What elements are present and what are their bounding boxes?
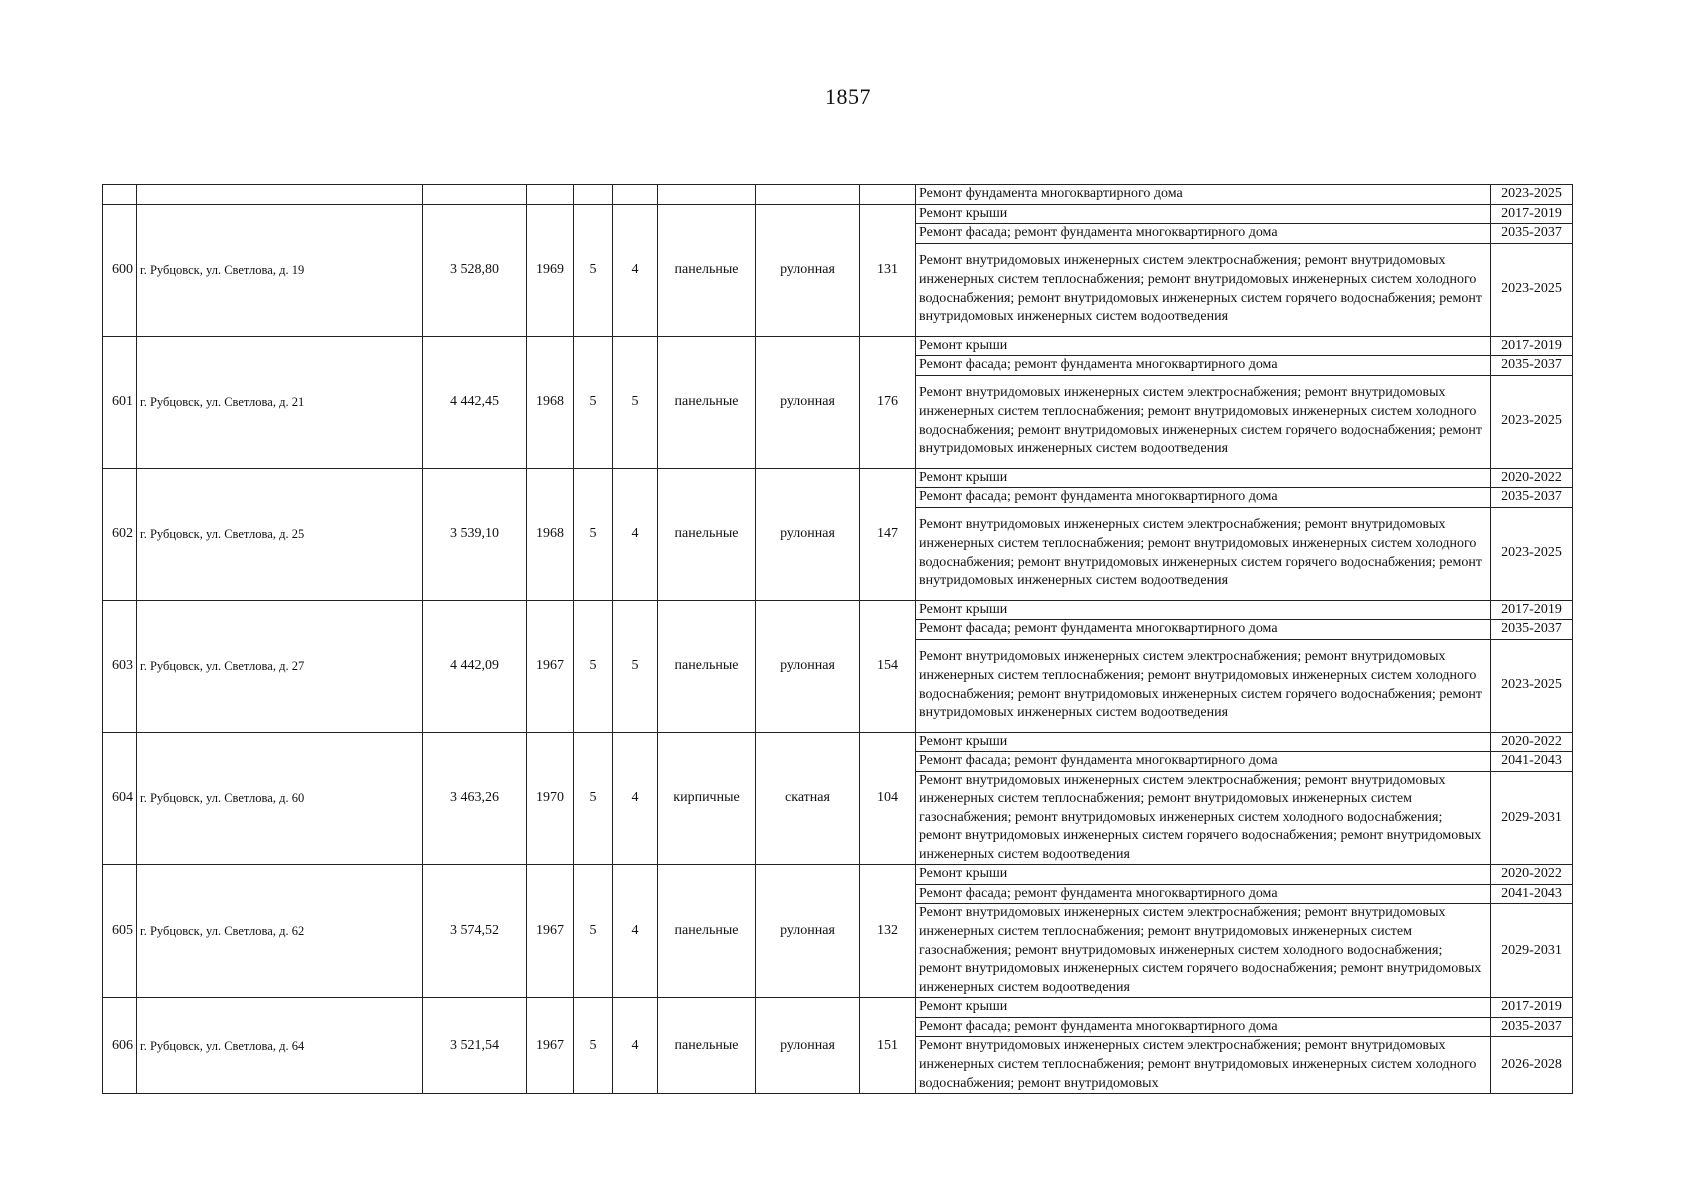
residents-cell: 104 [860,732,916,865]
address-cell: г. Рубцовск, ул. Светлова, д. 64 [137,998,423,1094]
work-description-cell: Ремонт крыши [916,732,1491,752]
work-description-cell: Ремонт фасада; ремонт фундамента многоквартирного дома [916,488,1491,508]
address-cell: г. Рубцовск, ул. Светлова, д. 19 [137,204,423,336]
floors-cell [574,185,613,205]
work-period-cell: 2023-2025 [1491,375,1573,468]
work-description-cell: Ремонт крыши [916,600,1491,620]
work-description-cell: Ремонт внутридомовых инженерных систем электроснабжения; ремонт внутридомовых инженерных систем теплоснабжения; ремонт внутридомовых инженерных систем холодного водоснабжения; ремонт внутридомовых инженерных систем горячего водоснабжения; ремонт внутридомовых инженерных систем водоотведения [916,375,1491,468]
work-period-cell: 2029-2031 [1491,771,1573,865]
address-cell [137,185,423,205]
wall-material-cell: панельные [658,468,756,600]
work-description-cell: Ремонт крыши [916,998,1491,1018]
residents-cell: 131 [860,204,916,336]
build-year-cell: 1967 [527,865,574,998]
entrances-cell: 4 [613,998,658,1094]
build-year-cell: 1968 [527,336,574,468]
work-description-cell: Ремонт крыши [916,865,1491,885]
wall-material-cell: панельные [658,600,756,732]
roof-type-cell: рулонная [756,204,860,336]
entrances-cell: 5 [613,600,658,732]
work-period-cell: 2035-2037 [1491,224,1573,244]
house-number-cell: 602 [103,468,137,600]
house-number-cell: 600 [103,204,137,336]
work-description-cell: Ремонт фасада; ремонт фундамента многоквартирного дома [916,224,1491,244]
house-number-cell: 606 [103,998,137,1094]
floors-cell: 5 [574,468,613,600]
floors-cell: 5 [574,998,613,1094]
roof-type-cell: рулонная [756,600,860,732]
work-description-cell: Ремонт внутридомовых инженерных систем электроснабжения; ремонт внутридомовых инженерных систем теплоснабжения; ремонт внутридомовых инженерных систем газоснабжения; ремонт внутридомовых инженерных систем холодного водоснабжения; ремонт внутридомовых инженерных систем горячего водоснабжения; ремонт внутридомовых инженерных систем водоотведения [916,771,1491,865]
wall-material-cell: панельные [658,865,756,998]
address-cell: г. Рубцовск, ул. Светлова, д. 21 [137,336,423,468]
total-area-cell [423,185,527,205]
total-area-cell: 3 528,80 [423,204,527,336]
capital-repair-table [102,184,1573,1094]
entrances-cell: 5 [613,336,658,468]
roof-type-cell: скатная [756,732,860,865]
build-year-cell: 1969 [527,204,574,336]
build-year-cell: 1968 [527,468,574,600]
house-number-cell: 605 [103,865,137,998]
work-period-cell: 2020-2022 [1491,865,1573,885]
residents-cell: 154 [860,600,916,732]
residents-cell: 151 [860,998,916,1094]
address-cell: г. Рубцовск, ул. Светлова, д. 25 [137,468,423,600]
house-number-cell: 601 [103,336,137,468]
floors-cell: 5 [574,204,613,336]
roof-type-cell: рулонная [756,468,860,600]
entrances-cell: 4 [613,732,658,865]
wall-material-cell [658,185,756,205]
page-number: 1857 [825,84,871,109]
floors-cell: 5 [574,732,613,865]
work-description-cell: Ремонт крыши [916,468,1491,488]
residents-cell: 176 [860,336,916,468]
work-description-cell: Ремонт внутридомовых инженерных систем электроснабжения; ремонт внутридомовых инженерных систем теплоснабжения; ремонт внутридомовых инженерных систем холодного водоснабжения; ремонт внутридомовых инженерных систем горячего водоснабжения; ремонт внутридомовых инженерных систем водоотведения [916,507,1491,600]
residents-cell [860,185,916,205]
work-description-cell: Ремонт фасада; ремонт фундамента многоквартирного дома [916,752,1491,772]
work-description-cell: Ремонт внутридомовых инженерных систем электроснабжения; ремонт внутридомовых инженерных систем теплоснабжения; ремонт внутридомовых инженерных систем холодного водоснабжения; ремонт внутридомовых инженерных систем горячего водоснабжения; ремонт внутридомовых инженерных систем водоотведения [916,243,1491,336]
entrances-cell: 4 [613,865,658,998]
table-row [103,204,1573,224]
work-period-cell: 2035-2037 [1491,620,1573,640]
work-period-cell: 2017-2019 [1491,336,1573,356]
roof-type-cell [756,185,860,205]
work-period-cell: 2029-2031 [1491,904,1573,998]
address-cell: г. Рубцовск, ул. Светлова, д. 27 [137,600,423,732]
build-year-cell [527,185,574,205]
table-row [103,185,1573,205]
total-area-cell: 3 574,52 [423,865,527,998]
work-period-cell: 2023-2025 [1491,243,1573,336]
residents-cell: 132 [860,865,916,998]
entrances-cell: 4 [613,468,658,600]
work-period-cell: 2041-2043 [1491,884,1573,904]
wall-material-cell: кирпичные [658,732,756,865]
floors-cell: 5 [574,336,613,468]
address-cell: г. Рубцовск, ул. Светлова, д. 62 [137,865,423,998]
build-year-cell: 1967 [527,600,574,732]
table-row [103,468,1573,488]
work-description-cell: Ремонт внутридомовых инженерных систем электроснабжения; ремонт внутридомовых инженерных систем теплоснабжения; ремонт внутридомовых инженерных систем холодного водоснабжения; ремонт внутридомовых инженерных систем горячего водоснабжения; ремонт внутридомовых инженерных систем водоотведения [916,639,1491,732]
address-cell: г. Рубцовск, ул. Светлова, д. 60 [137,732,423,865]
work-period-cell: 2023-2025 [1491,639,1573,732]
wall-material-cell: панельные [658,336,756,468]
work-period-cell: 2035-2037 [1491,356,1573,376]
roof-type-cell: рулонная [756,865,860,998]
house-number-cell: 603 [103,600,137,732]
total-area-cell: 3 463,26 [423,732,527,865]
residents-cell: 147 [860,468,916,600]
work-description-cell: Ремонт крыши [916,336,1491,356]
total-area-cell: 3 539,10 [423,468,527,600]
work-description-cell: Ремонт внутридомовых инженерных систем электроснабжения; ремонт внутридомовых инженерных систем теплоснабжения; ремонт внутридомовых инженерных систем газоснабжения; ремонт внутридомовых инженерных систем холодного водоснабжения; ремонт внутридомовых инженерных систем горячего водоснабжения; ремонт внутридомовых инженерных систем водоотведения [916,904,1491,998]
house-number-cell [103,185,137,205]
work-description-cell: Ремонт фасада; ремонт фундамента многоквартирного дома [916,356,1491,376]
roof-type-cell: рулонная [756,998,860,1094]
work-period-cell: 2017-2019 [1491,600,1573,620]
wall-material-cell: панельные [658,204,756,336]
table-row [103,865,1573,885]
table-row [103,998,1573,1018]
build-year-cell: 1967 [527,998,574,1094]
table-row [103,336,1573,356]
build-year-cell: 1970 [527,732,574,865]
table-row [103,732,1573,752]
work-period-cell: 2035-2037 [1491,1017,1573,1037]
work-period-cell: 2041-2043 [1491,752,1573,772]
total-area-cell: 4 442,45 [423,336,527,468]
work-period-cell: 2017-2019 [1491,204,1573,224]
work-description-cell: Ремонт фасада; ремонт фундамента многоквартирного дома [916,620,1491,640]
floors-cell: 5 [574,600,613,732]
entrances-cell: 4 [613,204,658,336]
work-description-cell: Ремонт крыши [916,204,1491,224]
entrances-cell [613,185,658,205]
work-description-cell: Ремонт внутридомовых инженерных систем электроснабжения; ремонт внутридомовых инженерных систем теплоснабжения; ремонт внутридомовых инженерных систем холодного водоснабжения; ремонт внутридомовых [916,1037,1491,1094]
house-number-cell: 604 [103,732,137,865]
total-area-cell: 3 521,54 [423,998,527,1094]
work-period-cell: 2026-2028 [1491,1037,1573,1094]
wall-material-cell: панельные [658,998,756,1094]
floors-cell: 5 [574,865,613,998]
table-body [103,185,1573,1094]
work-period-cell: 2023-2025 [1491,507,1573,600]
work-period-cell: 2023-2025 [1491,185,1573,205]
work-period-cell: 2035-2037 [1491,488,1573,508]
work-period-cell: 2017-2019 [1491,998,1573,1018]
work-description-cell: Ремонт фасада; ремонт фундамента многоквартирного дома [916,884,1491,904]
work-description-cell: Ремонт фасада; ремонт фундамента многоквартирного дома [916,1017,1491,1037]
total-area-cell: 4 442,09 [423,600,527,732]
work-period-cell: 2020-2022 [1491,468,1573,488]
work-period-cell: 2020-2022 [1491,732,1573,752]
roof-type-cell: рулонная [756,336,860,468]
work-description-cell: Ремонт фундамента многоквартирного дома [916,185,1491,205]
table-row [103,600,1573,620]
